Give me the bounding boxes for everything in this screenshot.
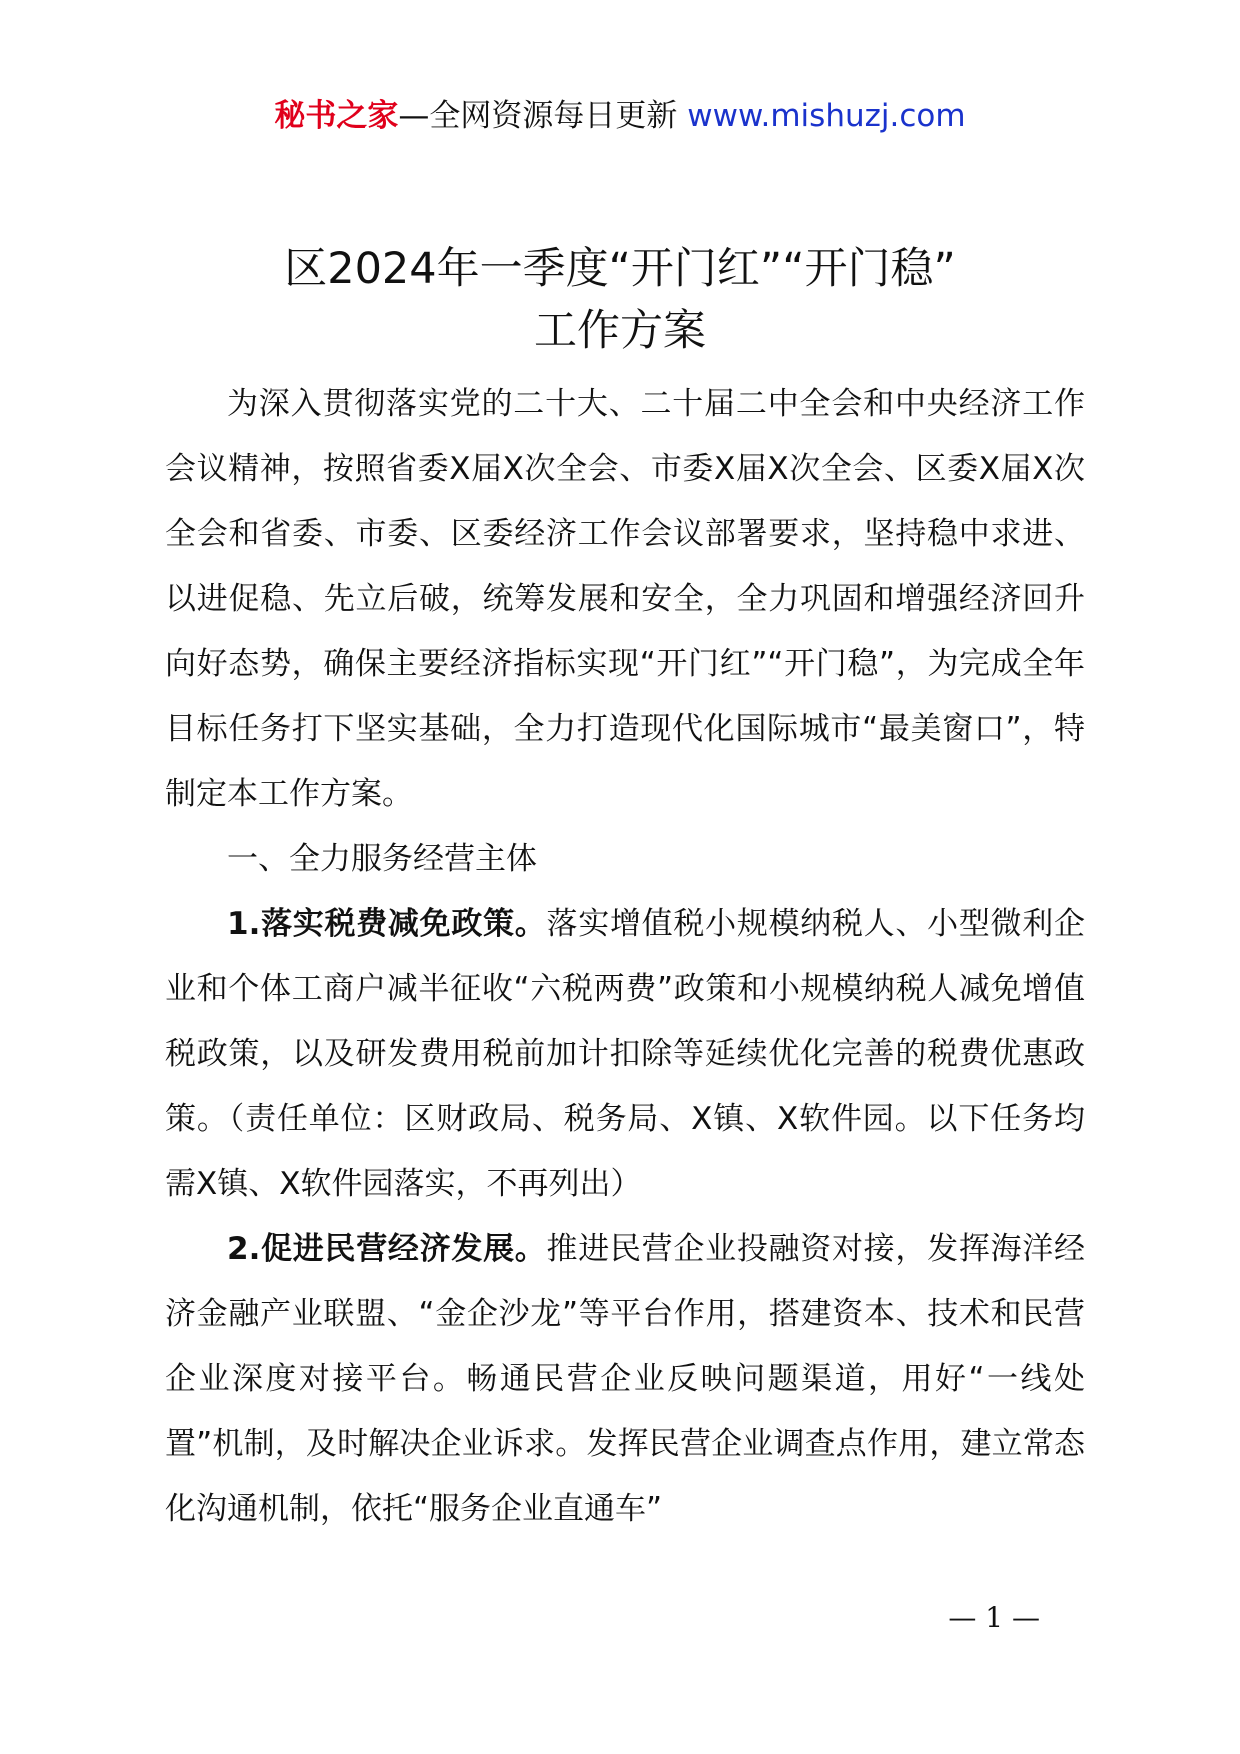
item-1-lead: 1.落实税费减免政策。	[227, 906, 547, 942]
page-number	[0, 1600, 1240, 1636]
document-title-line-1: 区2024年一季度“开门红”“开门稳”	[284, 244, 956, 294]
site-header	[0, 96, 1240, 136]
item-2-body: 推进民营企业投融资对接，发挥海洋经济金融产业联盟、“金企沙龙”等平台作用，搭建资本、技术和民营企业深度对接平台。畅通民营企业反映问题渠道，用好“一线处置”机制，及时解决企业诉求。发挥民营企业调查点作用，建立常态化沟通机制，依托“服务企业直通车”	[165, 1231, 1085, 1527]
document-title	[100, 238, 1140, 362]
item-paragraph-1	[165, 892, 1085, 1217]
site-brand: 秘书之家	[274, 98, 399, 134]
site-tagline: —全网资源每日更新	[398, 98, 678, 134]
item-2-lead: 2.促进民营经济发展。	[227, 1231, 547, 1267]
document-body	[165, 372, 1085, 1542]
item-paragraph-2	[165, 1217, 1085, 1542]
intro-paragraph: 为深入贯彻落实党的二十大、二十届二中全会和中央经济工作会议精神，按照省委X届X次全会、市委X届X次全会、区委X届X次全会和省委、市委、区委经济工作会议部署要求，坚持稳中求进、以进促稳、先立后破，统筹发展和安全，全力巩固和增强经济回升向好态势，确保主要经济指标实现“开门红”“开门稳”，为完成全年目标任务打下坚实基础，全力打造现代化国际城市“最美窗口”，特制定本工作方案。	[165, 386, 1085, 812]
site-url-link[interactable]: www.mishuzj.com	[687, 98, 966, 134]
section-heading-1: 一、全力服务经营主体	[227, 841, 537, 877]
document-title-line-2: 工作方案	[534, 306, 706, 356]
page-number-text: — 1 —	[948, 1601, 1040, 1634]
item-1-body: 落实增值税小规模纳税人、小型微利企业和个体工商户减半征收“六税两费”政策和小规模纳税人减免增值税政策，以及研发费用税前加计扣除等延续优化完善的税费优惠政策。（责任单位：区财政局、税务局、X镇、X软件园。以下任务均需X镇、X软件园落实，不再列出）	[165, 906, 1085, 1202]
